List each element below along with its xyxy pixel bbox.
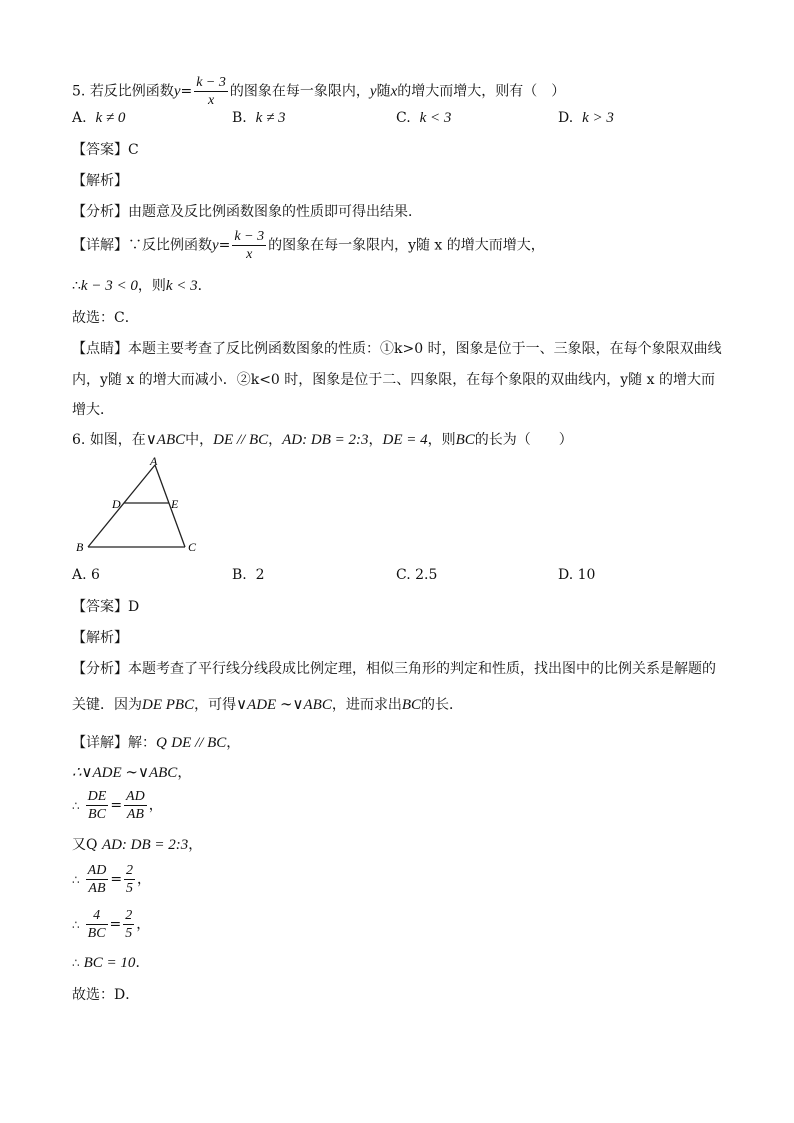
- q6-choose: 故选：D．: [72, 987, 140, 1003]
- q5-choose: 故选：C．: [72, 310, 139, 326]
- q5-dianjing-3: 增大．: [72, 402, 114, 418]
- q6-ratio-step-2: ∴ $\frac{AD}{AB}$ = $\frac{2}{5}$ ，: [72, 863, 152, 896]
- q5-dianjing-2: 内，y随 x 的增大而减小．②k<0 时，图象是位于二、四象限，在每个象限的双曲线内，y随 x 的增大而: [72, 372, 715, 388]
- q5-fenxi: 【分析】由题意及反比例函数图象的性质即可得出结果．: [72, 204, 422, 220]
- q5-answer: 【答案】C: [72, 142, 139, 158]
- q5-dianjing-1: 【点睛】本题主要考查了反比例函数图象的性质：①k>0 时，图象是位于一、三象限，在每个象限双曲线: [72, 341, 722, 357]
- fraction-four-bc: $\frac{4}{BC}$: [87, 908, 106, 941]
- q5-option-d: D. k > 3: [558, 110, 614, 126]
- q6-similar: ∴∨ADE ∼∨ABC，: [72, 765, 192, 781]
- q5-option-b: B. k ≠ 3: [232, 110, 286, 126]
- q5-xiangjie: 【详解】∵反比例函数y= $\frac{k - 3}{x}$ 的图象在每一象限内，y随 x 的增大而增大，: [72, 229, 545, 262]
- q6-fenxi-2: 关键．因为DE PBC，可得∨ADE ∼∨ABC，进而求出BC的长．: [72, 697, 464, 713]
- fraction-ad-ab-2: $\frac{AD}{AB}$: [87, 863, 107, 896]
- label-d: D: [112, 497, 121, 511]
- fraction-two-fifths-2: $\frac{2}{5}$: [125, 908, 133, 941]
- q6-option-c: C. 2.5: [396, 567, 438, 583]
- q6-answer: 【答案】D: [72, 599, 140, 615]
- q6-xiangjie: 【详解】解：Q DE // BC，: [72, 735, 241, 751]
- q5-stem-prefix: 若反比例函数: [89, 83, 174, 100]
- q5-stem: 5. 若反比例函数y= $\frac{k - 3}{x}$ 的图象在每一象限内，y随x的增大而增大，则有（ ）: [72, 75, 566, 108]
- label-a: A: [150, 455, 158, 468]
- q6-analysis-heading: 【解析】: [72, 630, 128, 646]
- q5-step1: ∴k − 3 < 0，则k < 3．: [72, 278, 212, 294]
- side-ac: [155, 465, 185, 547]
- q6-option-a: A. 6: [72, 567, 100, 583]
- q5-fraction: $\frac{k - 3}{x}$: [196, 75, 226, 108]
- side-ab: [88, 465, 155, 547]
- q6-option-d: D. 10: [558, 567, 596, 583]
- fraction-ad-ab: $\frac{AD}{AB}$: [126, 789, 145, 822]
- q6-result: ∴ BC = 10．: [72, 955, 150, 971]
- q6-you: 又Q AD: DB = 2:3，: [72, 837, 203, 853]
- q5-option-a: A. k ≠ 0: [72, 110, 126, 126]
- fraction-two-fifths: $\frac{2}{5}$: [126, 863, 134, 896]
- triangle-figure: [70, 455, 210, 557]
- label-e: E: [171, 497, 179, 511]
- q5-option-c: C. k < 3: [396, 110, 452, 126]
- q6-stem: 6. 如图，在∨ABC中，DE // BC，AD: DB = 2:3，DE = 4，则BC的长为（ ）: [72, 432, 573, 448]
- q6-ratio-step-1: ∴ $\frac{DE}{BC}$ = $\frac{AD}{AB}$ ，: [72, 789, 163, 822]
- q5-number: 5.: [72, 83, 86, 100]
- q5-fraction-2: $\frac{k - 3}{x}$: [234, 229, 265, 262]
- q5-analysis-heading: 【解析】: [72, 173, 128, 189]
- q6-fenxi-1: 【分析】本题考查了平行线分线段成比例定理，相似三角形的判定和性质，找出图中的比例关系是解题的: [72, 661, 716, 677]
- fraction-de-bc: $\frac{DE}{BC}$: [87, 789, 107, 822]
- q6-ratio-step-3: ∴ $\frac{4}{BC}$ = $\frac{2}{5}$ ，: [72, 908, 151, 941]
- q6-option-b: B. 2: [232, 567, 265, 583]
- label-b: B: [76, 540, 84, 554]
- label-c: C: [188, 540, 197, 554]
